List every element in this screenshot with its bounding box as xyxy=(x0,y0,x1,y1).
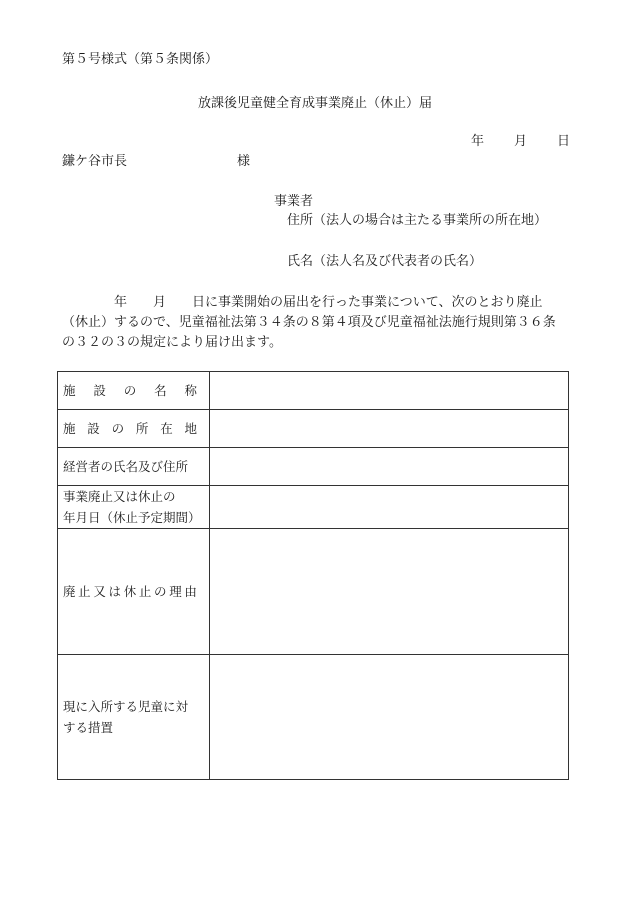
notice-body-line: 年 月 日に事業開始の届出を行った事業について、次のとおり廃止 xyxy=(62,295,543,310)
label-char: 止 xyxy=(138,584,152,599)
addressee: 鎌ケ谷市長 xyxy=(62,154,128,169)
form-number: 第５号様式（第５条関係） xyxy=(62,52,219,67)
closure-reason-field[interactable] xyxy=(210,529,569,655)
label-char: 廃 xyxy=(63,584,76,599)
closure-date-label xyxy=(58,486,210,529)
closure-date-field[interactable] xyxy=(210,486,569,529)
facility-location-label xyxy=(58,410,210,448)
facility-name-field[interactable] xyxy=(210,372,569,410)
label-char: 在 xyxy=(160,421,173,436)
label-char: 理 xyxy=(169,584,182,599)
notice-body-line: の３２の３の規定により届け出ます。 xyxy=(62,335,282,350)
label-char: の xyxy=(154,584,167,599)
closure-reason-label xyxy=(58,529,210,655)
child-measures-label xyxy=(58,655,210,780)
label-char: 地 xyxy=(184,421,197,436)
label-char: 止 xyxy=(78,584,91,599)
label-char: 又 xyxy=(93,584,106,599)
label-char: 由 xyxy=(184,584,197,599)
operator-name-label: 氏名（法人名及び代表者の氏名） xyxy=(287,254,483,269)
label-char: 設 xyxy=(93,383,106,398)
notice-body xyxy=(62,293,574,353)
label-char: 施 xyxy=(63,383,76,398)
date-month-label: 月 xyxy=(514,134,528,149)
document-title: 放課後児童健全育成事業廃止（休止）届 xyxy=(197,96,432,111)
table-row xyxy=(58,655,569,780)
table-row xyxy=(58,486,569,529)
notice-body-line: （休止）するので、児童福祉法第３４条の８第４項及び児童福祉法施行規則第３６条 xyxy=(62,315,556,330)
label-char: は xyxy=(108,584,122,599)
facility-info-table xyxy=(57,371,569,780)
label-text-line: 年月日（休止予定期間） xyxy=(63,510,201,525)
table-row xyxy=(58,529,569,655)
facility-location-field[interactable] xyxy=(210,410,569,448)
operator-label: 事業者 xyxy=(274,194,314,209)
label-char: 施 xyxy=(63,421,76,436)
table-row xyxy=(58,448,569,486)
label-text-line: 事業廃止又は休止の xyxy=(63,489,176,504)
label-char: の xyxy=(123,383,137,398)
label-char: 名 xyxy=(154,383,167,398)
table-row xyxy=(58,372,569,410)
date-year-label: 年 xyxy=(471,134,485,149)
manager-name-address-field[interactable] xyxy=(210,448,569,486)
child-measures-field[interactable] xyxy=(210,655,569,780)
date-day-label: 日 xyxy=(557,134,571,149)
addressee-honorific: 様 xyxy=(237,154,251,169)
label-text: 経営者の氏名及び住所 xyxy=(63,459,189,474)
label-text-line: 現に入所する児童に対 xyxy=(63,699,189,714)
label-char: 設 xyxy=(87,421,100,436)
manager-name-address-label xyxy=(58,448,210,486)
table-row xyxy=(58,410,569,448)
label-text-line: する措置 xyxy=(63,720,114,735)
label-char: 休 xyxy=(123,584,137,599)
label-char: 称 xyxy=(184,383,197,398)
label-char: 所 xyxy=(135,421,149,436)
facility-name-label xyxy=(58,372,210,410)
label-char: の xyxy=(111,421,125,436)
operator-address-label: 住所（法人の場合は主たる事業所の所在地） xyxy=(287,213,548,228)
